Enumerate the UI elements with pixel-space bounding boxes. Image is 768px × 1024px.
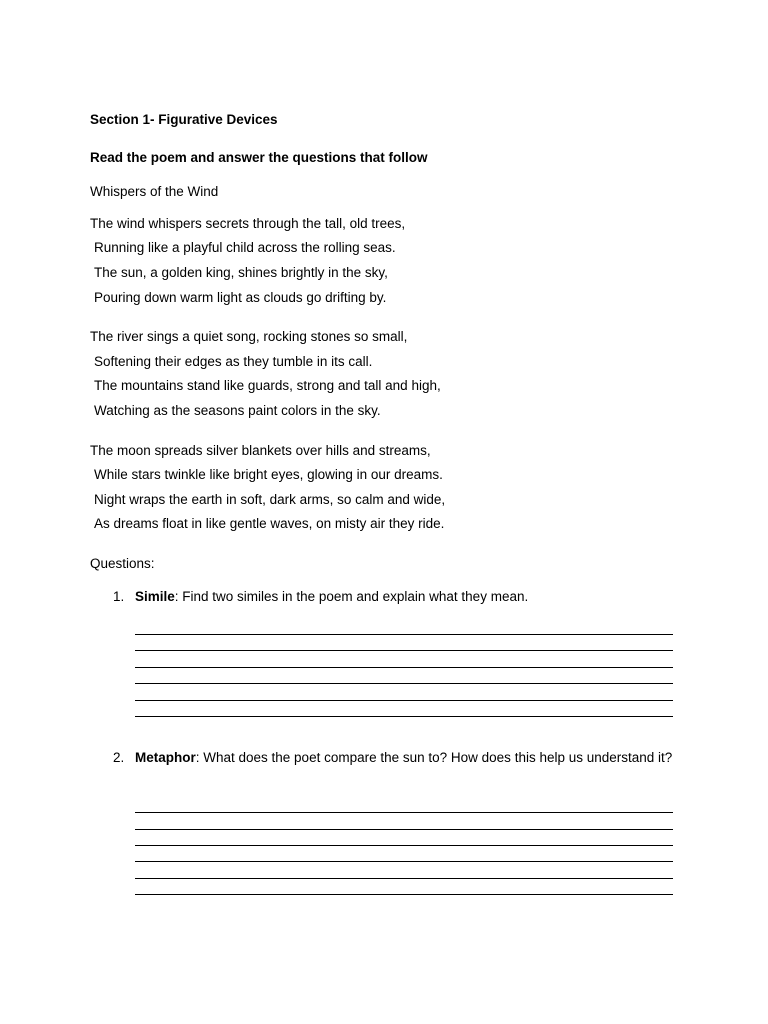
questions-heading: Questions: — [90, 556, 155, 571]
section-title: Section 1- Figurative Devices — [90, 112, 278, 127]
answer-line[interactable] — [135, 894, 673, 895]
poem-line: Running like a playful child across the rolling seas. — [94, 240, 396, 255]
poem-line: While stars twinkle like bright eyes, glowing in our dreams. — [94, 467, 443, 482]
poem-line: Softening their edges as they tumble in its call. — [94, 354, 373, 369]
question-prompt: : What does the poet compare the sun to? How does this help us understand it? — [195, 750, 673, 765]
poem-line: The wind whispers secrets through the tall, old trees, — [90, 216, 406, 231]
answer-line[interactable] — [135, 683, 673, 684]
question-text — [135, 750, 675, 766]
poem-line: The sun, a golden king, shines brightly in the sky, — [94, 265, 388, 280]
poem-line: The mountains stand like guards, strong and tall and high, — [94, 378, 441, 393]
answer-line[interactable] — [135, 845, 673, 846]
question-term: Metaphor — [135, 750, 196, 765]
poem-line: As dreams float in like gentle waves, on misty air they ride. — [94, 516, 445, 531]
instructions: Read the poem and answer the questions that follow — [90, 150, 428, 165]
answer-line[interactable] — [135, 829, 673, 830]
question-number: 1. — [113, 589, 125, 604]
question-prompt: : Find two similes in the poem and explain what they mean. — [174, 589, 529, 604]
poem-line: The moon spreads silver blankets over hills and streams, — [90, 443, 431, 458]
answer-line[interactable] — [135, 650, 673, 651]
answer-line[interactable] — [135, 812, 673, 813]
answer-line[interactable] — [135, 861, 673, 862]
poem-line: Night wraps the earth in soft, dark arms, so calm and wide, — [94, 492, 446, 507]
answer-line[interactable] — [135, 667, 673, 668]
question-term: Simile — [135, 589, 175, 604]
poem-line: The river sings a quiet song, rocking stones so small, — [90, 329, 408, 344]
answer-line[interactable] — [135, 634, 673, 635]
poem-line: Pouring down warm light as clouds go drifting by. — [94, 290, 387, 305]
question-text — [135, 589, 675, 605]
question-number: 2. — [113, 750, 125, 765]
answer-line[interactable] — [135, 716, 673, 717]
poem-title: Whispers of the Wind — [90, 184, 219, 199]
answer-line[interactable] — [135, 878, 673, 879]
poem-line: Watching as the seasons paint colors in the sky. — [94, 403, 381, 418]
answer-line[interactable] — [135, 700, 673, 701]
